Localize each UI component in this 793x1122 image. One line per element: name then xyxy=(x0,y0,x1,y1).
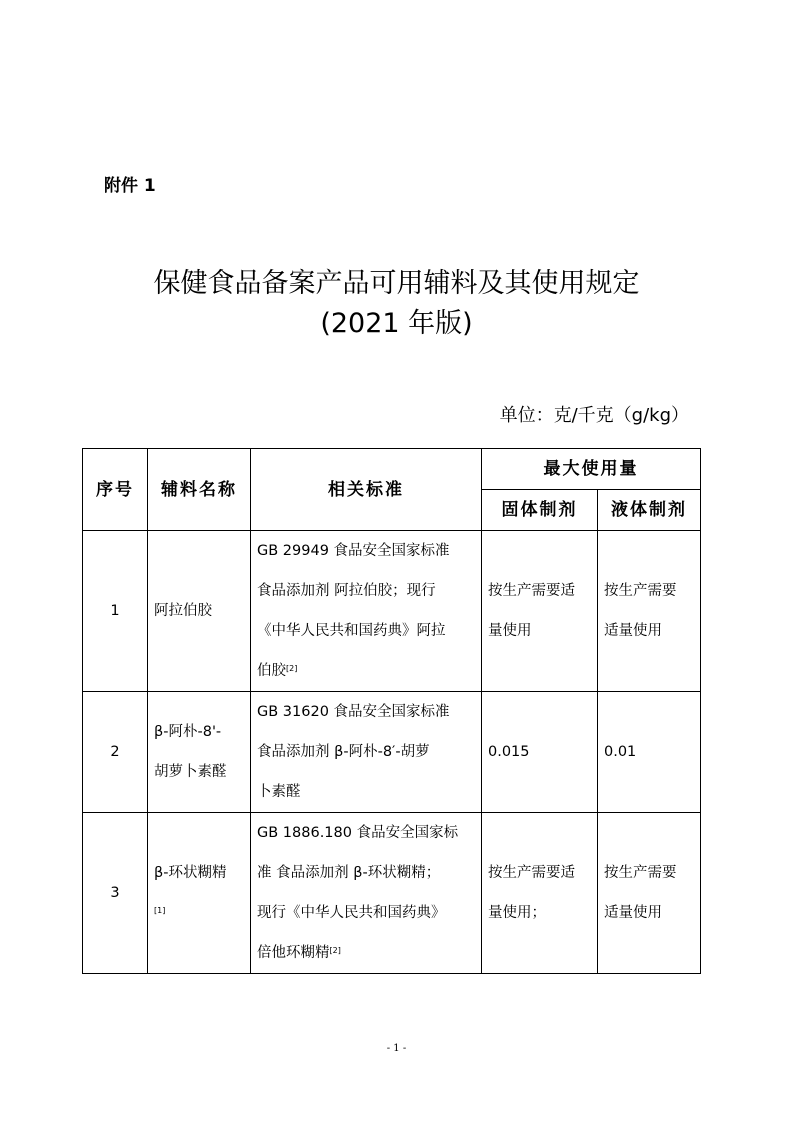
cell-standard xyxy=(251,692,482,813)
cell-liquid xyxy=(598,692,701,813)
cell-line: 食品添加剂 β-阿朴-8′-胡萝 xyxy=(257,744,430,760)
cell-solid xyxy=(482,813,598,974)
cell-line-with-note xyxy=(154,893,244,933)
footnote-ref: [1] xyxy=(154,906,166,915)
page-number: - 1 - xyxy=(386,1043,407,1054)
cell-line: 按生产需要适 xyxy=(488,583,575,599)
cell-line: GB 31620 食品安全国家标准 xyxy=(257,704,450,720)
cell-line-with-note xyxy=(257,933,475,973)
cell-line: 伯胶 xyxy=(257,663,286,679)
cell-line: 0.01 xyxy=(604,744,637,760)
cell-line: 适量使用 xyxy=(604,905,662,921)
cell-line: 阿拉伯胶 xyxy=(154,603,212,619)
cell-no: 2 xyxy=(83,692,148,813)
cell-line: 量使用； xyxy=(488,905,546,921)
cell-line: β-阿朴-8'- xyxy=(154,724,222,740)
cell-line: 适量使用 xyxy=(604,623,662,639)
cell-line: 按生产需要适 xyxy=(488,865,575,881)
cell-no: 1 xyxy=(83,531,148,692)
footnote-ref: [2] xyxy=(286,664,298,673)
cell-line: GB 29949 食品安全国家标准 xyxy=(257,543,450,559)
table-row xyxy=(83,531,701,692)
header-standard: 相关标准 xyxy=(251,449,482,531)
cell-line: 食品添加剂 阿拉伯胶；现行 xyxy=(257,583,436,599)
attachment-label: 附件 1 xyxy=(104,176,156,196)
cell-solid xyxy=(482,692,598,813)
document-title xyxy=(0,264,793,344)
cell-line: 按生产需要 xyxy=(604,865,677,881)
header-liquid: 液体制剂 xyxy=(598,490,701,531)
cell-standard xyxy=(251,531,482,692)
cell-line: β-环状糊精 xyxy=(154,865,227,881)
cell-line: 现行《中华人民共和国药典》 xyxy=(257,905,446,921)
cell-name xyxy=(148,531,251,692)
cell-solid xyxy=(482,531,598,692)
cell-name xyxy=(148,692,251,813)
header-max-usage: 最大使用量 xyxy=(482,449,701,490)
title-edition: (2021 年版) xyxy=(320,308,473,339)
cell-standard xyxy=(251,813,482,974)
header-name: 辅料名称 xyxy=(148,449,251,531)
cell-line: 0.015 xyxy=(488,744,530,760)
excipient-table xyxy=(82,448,701,974)
table-row xyxy=(83,692,701,813)
title-main: 保健食品备案产品可用辅料及其使用规定 xyxy=(153,268,640,299)
cell-name xyxy=(148,813,251,974)
cell-line: 《中华人民共和国药典》阿拉 xyxy=(257,623,446,639)
cell-line: 准 食品添加剂 β-环状糊精； xyxy=(257,865,441,881)
table-row xyxy=(83,813,701,974)
footnote-ref: [2] xyxy=(329,946,341,955)
cell-line: 量使用 xyxy=(488,623,532,639)
cell-line: 卜素醛 xyxy=(257,784,301,800)
unit-label: 单位：克/千克（g/kg） xyxy=(499,405,689,426)
cell-line: 胡萝卜素醛 xyxy=(154,764,227,780)
header-solid: 固体制剂 xyxy=(482,490,598,531)
cell-line: 倍他环糊精 xyxy=(257,945,330,961)
cell-line: GB 1886.180 食品安全国家标 xyxy=(257,825,459,841)
cell-liquid xyxy=(598,531,701,692)
cell-line-with-note xyxy=(257,651,475,691)
cell-liquid xyxy=(598,813,701,974)
cell-no: 3 xyxy=(83,813,148,974)
cell-line: 按生产需要 xyxy=(604,583,677,599)
header-no: 序号 xyxy=(83,449,148,531)
